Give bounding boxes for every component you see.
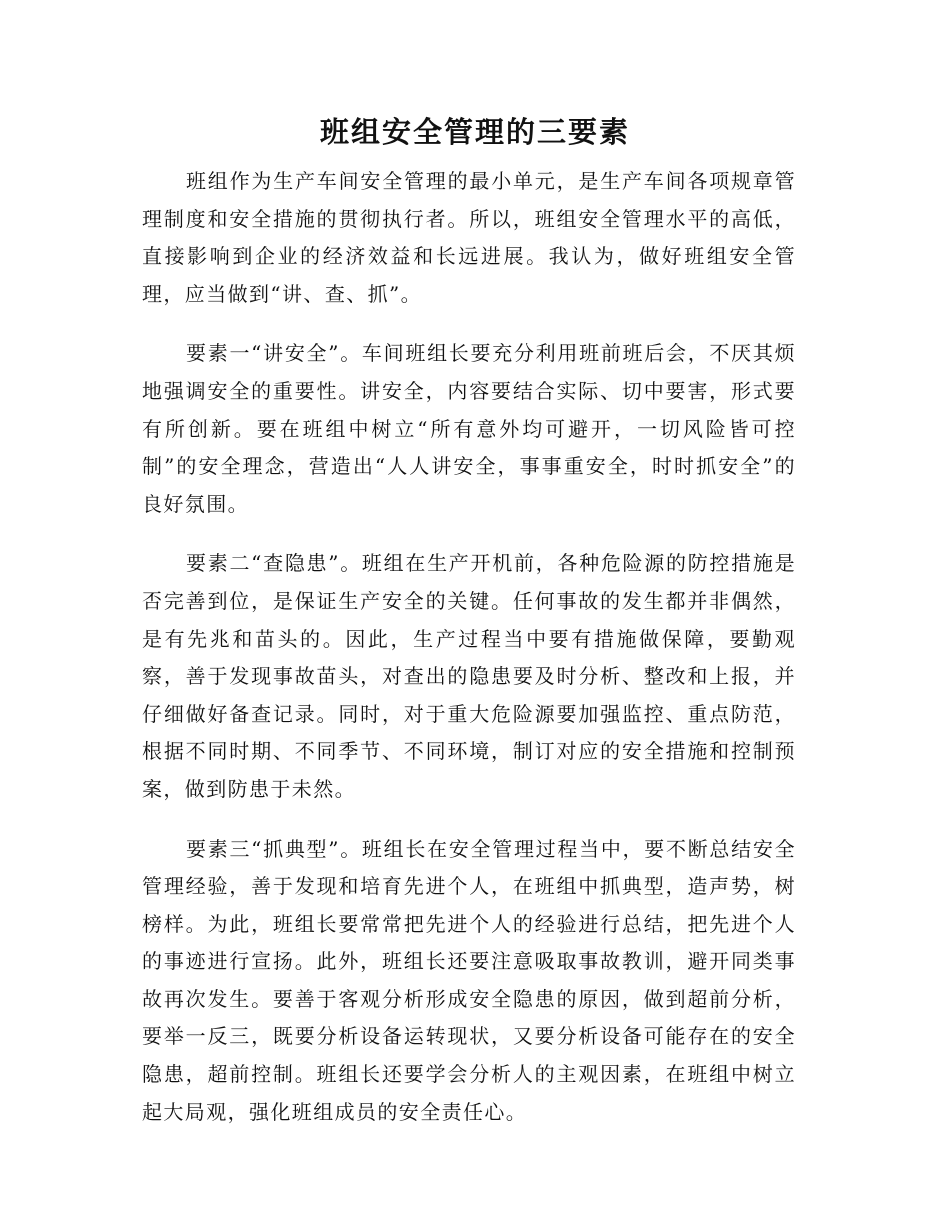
document-body	[142, 163, 796, 1153]
paragraph-element-two: 要素二“查隐患”。班组在生产开机前，各种危险源的防控措施是否完善到位，是保证生产安全的关键。任何事故的发生都并非偶然，是有先兆和苗头的。因此，生产过程当中要有措施做保障，要勤观察，善于发现事故苗头，对查出的隐患要及时分析、整改和上报，并仔细做好备查记录。同时，对于重大危险源要加强监控、重点防范，根据不同时期、不同季节、不同环境，制订对应的安全措施和控制预案，做到防患于未然。	[142, 551, 796, 801]
paragraph-element-three: 要素三“抓典型”。班组长在安全管理过程当中，要不断总结安全管理经验，善于发现和培育先进个人，在班组中抓典型，造声势，树榜样。为此，班组长要常常把先进个人的经验进行总结，把先进个人的事迹进行宣扬。此外，班组长还要注意吸取事故教训，避开同类事故再次发生。要善于客观分析形成安全隐患的原因，做到超前分析，要举一反三，既要分析设备运转现状，又要分析设备可能存在的安全隐患，超前控制。班组长还要学会分析人的主观因素，在班组中树立起大局观，强化班组成员的安全责任心。	[142, 836, 796, 1124]
paragraph-element-one: 要素一“讲安全”。车间班组长要充分利用班前班后会，不厌其烦地强调安全的重要性。讲安全，内容要结合实际、切中要害，形式要有所创新。要在班组中树立“所有意外均可避开，一切风险皆可控制”的安全理念，营造出“人人讲安全，事事重安全，时时抓安全”的良好氛围。	[142, 341, 796, 516]
paragraph-intro: 班组作为生产车间安全管理的最小单元，是生产车间各项规章管理制度和安全措施的贯彻执行者。所以，班组安全管理水平的高低，直接影响到企业的经济效益和长远进展。我认为，做好班组安全管理，应当做到“讲、查、抓”。	[142, 169, 796, 306]
document-title: 班组安全管理的三要素	[319, 115, 630, 149]
